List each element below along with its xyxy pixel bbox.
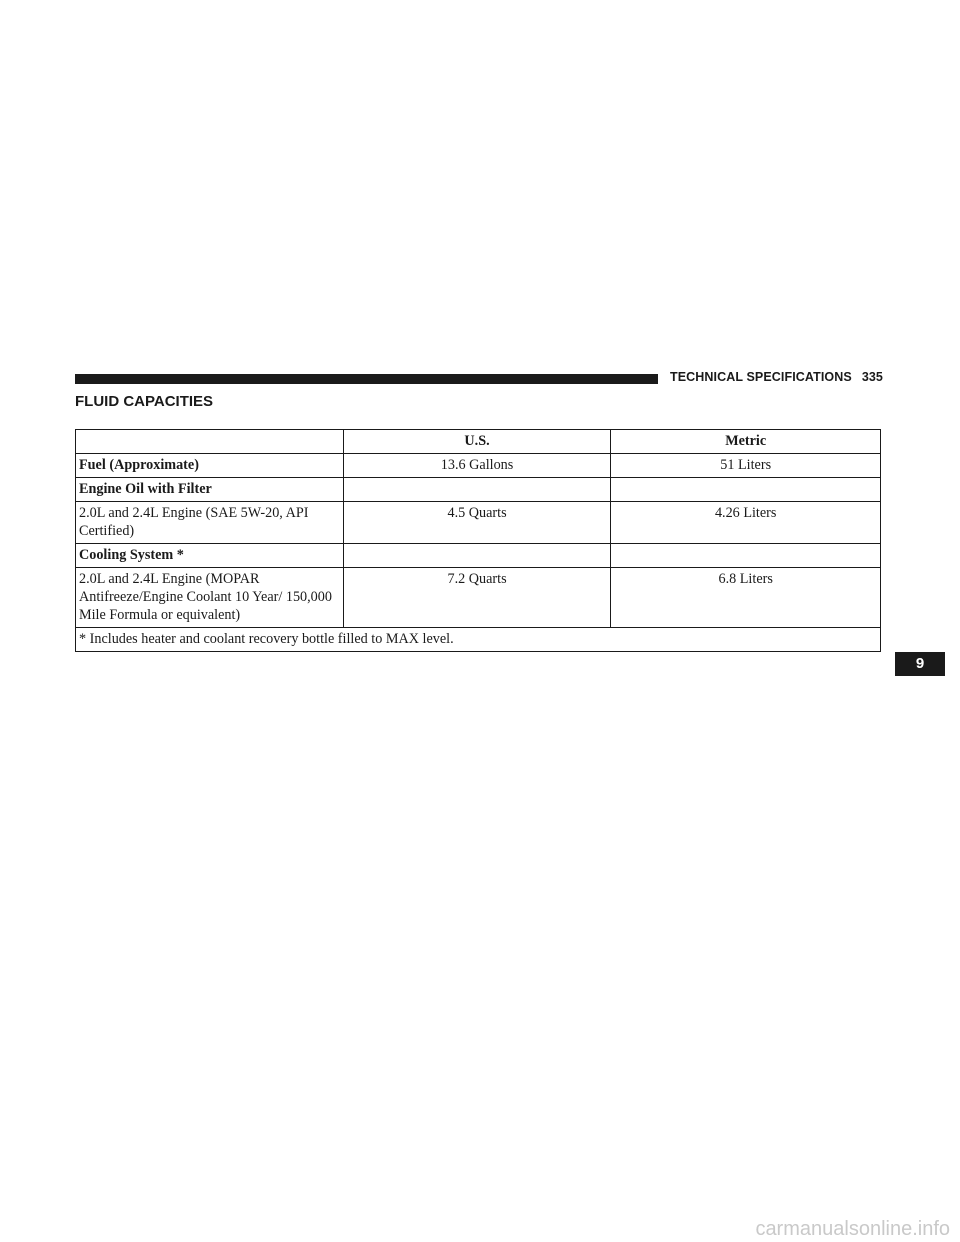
us-value: 13.6 Gallons [343,454,611,478]
table-row [76,544,881,568]
metric-value: 4.26 Liters [611,502,881,544]
metric-value: 6.8 Liters [611,568,881,628]
header-rule [75,374,658,384]
table-footnote: * Includes heater and coolant recovery bottle filled to MAX level. [76,628,881,652]
section-title: FLUID CAPACITIES [75,393,214,410]
page-number: 335 [861,370,883,384]
column-header-item [76,430,344,454]
column-header-us: U.S. [343,430,611,454]
row-label: 2.0L and 2.4L Engine (SAE 5W-20, API Certified) [76,502,344,544]
header-section-title: TECHNICAL SPECIFICATIONS [670,370,852,384]
us-value: 4.5 Quarts [343,502,611,544]
table-header-row [76,430,881,454]
us-value [343,544,611,568]
metric-value: 51 Liters [611,454,881,478]
row-label: Engine Oil with Filter [76,478,344,502]
table-footnote-row [76,628,881,652]
row-label: 2.0L and 2.4L Engine (MOPAR Antifreeze/Engine Coolant 10 Year/ 150,000 Mile Formula or equivalent) [76,568,344,628]
metric-value [611,544,881,568]
column-header-metric: Metric [611,430,881,454]
table-row [76,502,881,544]
row-label: Fuel (Approximate) [76,454,344,478]
chapter-tab: 9 [895,652,945,676]
table-row [76,568,881,628]
table-row [76,478,881,502]
fluid-capacities-table [75,429,881,652]
us-value [343,478,611,502]
running-header [670,370,883,384]
row-label: Cooling System * [76,544,344,568]
watermark: carmanualsonline.info [755,1218,950,1240]
metric-value [611,478,881,502]
table-row [76,454,881,478]
us-value: 7.2 Quarts [343,568,611,628]
